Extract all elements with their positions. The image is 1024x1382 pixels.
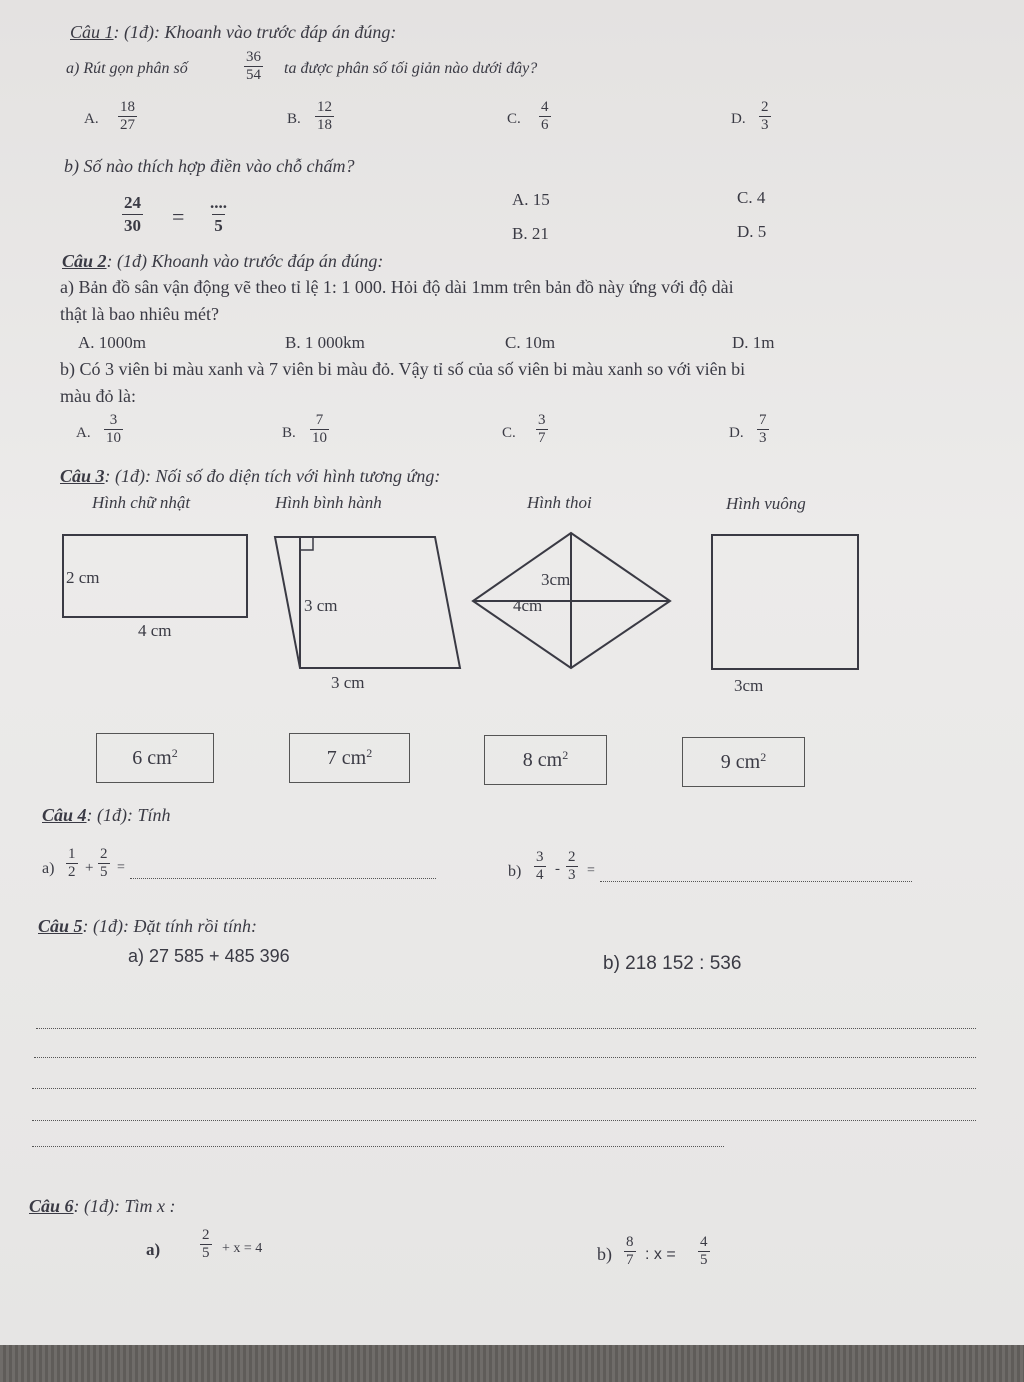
q6b-f1-num: 8 — [626, 1234, 634, 1250]
q1a-option-d-letter: D. — [731, 111, 746, 127]
q4a-f1-num: 1 — [68, 846, 76, 862]
square-side-label: 3cm — [734, 676, 764, 695]
q4a-label: a) — [42, 860, 55, 877]
parallelogram-base-label: 3 cm — [331, 673, 365, 692]
area-exponent: 2 — [562, 747, 569, 762]
q1a-numerator: 36 — [246, 49, 261, 65]
q1a-option-c-den: 6 — [541, 117, 549, 133]
q4b-fraction-1 — [534, 849, 546, 884]
q6-number: Câu 6 — [29, 1196, 74, 1216]
q4-number: Câu 4 — [42, 805, 87, 825]
q4a-equals: = — [117, 860, 125, 875]
q1b-left-den: 30 — [124, 216, 141, 235]
q6b-fraction-2 — [698, 1234, 710, 1269]
q6b-label: b) — [597, 1244, 612, 1264]
q5-number: Câu 5 — [38, 916, 83, 936]
q6a-rest: + x = 4 — [222, 1241, 263, 1256]
q1b-option-b: B. 21 — [512, 224, 549, 243]
q4a-fraction-1 — [66, 846, 78, 881]
area-value-7: 7 cm — [326, 746, 367, 769]
area-exponent: 2 — [171, 745, 178, 760]
q1-instruction: : (1đ): Khoanh vào trước đáp án đúng: — [113, 22, 397, 42]
area-box-6[interactable] — [96, 733, 214, 783]
parallelogram-height-label: 3 cm — [304, 596, 338, 615]
area-box-8[interactable] — [484, 735, 607, 785]
q2b-option-a-den: 10 — [106, 430, 121, 446]
q2b-option-b-den: 10 — [312, 430, 327, 446]
q4b-f1-num: 3 — [536, 849, 544, 865]
q2a-option-b: B. 1 000km — [285, 333, 365, 352]
q1b-option-d: D. 5 — [737, 222, 767, 241]
area-exponent: 2 — [760, 749, 767, 764]
q1a-text-1: a) Rút gọn phân số — [66, 60, 188, 77]
q6a-num: 2 — [202, 1227, 210, 1243]
q2b-option-c-num: 3 — [538, 412, 546, 428]
q1a-option-a-letter: A. — [84, 111, 99, 127]
q6a-label: a) — [146, 1240, 161, 1259]
q4-title — [42, 805, 171, 826]
q1b-option-c: C. 4 — [737, 188, 766, 207]
q4a-f2-den: 5 — [100, 864, 108, 880]
rectangle-width-label: 2 cm — [66, 568, 100, 587]
q1a-option-a-den: 27 — [120, 117, 135, 133]
shape-name-rhombus: Hình thoi — [527, 493, 592, 512]
parallelogram-shape — [275, 537, 460, 668]
q5b-expression: b) 218 152 : 536 — [603, 953, 742, 974]
rectangle-length-label: 4 cm — [138, 621, 172, 640]
q2b-option-c-den: 7 — [538, 430, 546, 446]
q4a-f2-num: 2 — [100, 846, 108, 862]
q4a-answer-line[interactable] — [130, 878, 436, 879]
q2a-line-1: a) Bản đồ sân vận động vẽ theo tỉ lệ 1: 1 000. Hỏi độ dài 1mm trên bản đồ này ứng với độ dài — [60, 277, 734, 297]
q2b-line-1: b) Có 3 viên bi màu xanh và 7 viên bi màu đỏ. Vậy tỉ số của số viên bi màu xanh so với viên bi — [60, 359, 746, 379]
q6b-fraction-1 — [624, 1234, 636, 1269]
q1a-option-d-num: 2 — [761, 99, 769, 115]
q4a-plus: + — [85, 860, 94, 876]
q1a-option-d-den: 3 — [761, 117, 769, 133]
q1a-text-2: ta được phân số tối giản nào dưới đây? — [284, 60, 538, 77]
q2a-option-d: D. 1m — [732, 333, 775, 352]
q2b-line-2: màu đỏ là: — [60, 386, 136, 406]
q1a-option-c-num: 4 — [541, 99, 549, 115]
q6a-fraction — [200, 1227, 212, 1262]
q5-work-line-3[interactable] — [32, 1088, 976, 1089]
q2a-option-a: A. 1000m — [78, 333, 146, 352]
q2-instruction: : (1đ) Khoanh vào trước đáp án đúng: — [106, 251, 384, 271]
q1b-right-den: 5 — [214, 216, 223, 235]
q2b-option-d-den: 3 — [759, 430, 767, 446]
q6a-den: 5 — [202, 1245, 210, 1261]
area-box-9[interactable] — [682, 737, 805, 787]
q4b-answer-line[interactable] — [600, 881, 912, 882]
q4b-minus: - — [555, 861, 560, 877]
q5-work-line-5[interactable] — [32, 1146, 724, 1147]
q6b-f1-den: 7 — [626, 1252, 634, 1268]
q5-work-line-4[interactable] — [32, 1120, 976, 1121]
q4b-label: b) — [508, 863, 522, 880]
q1b-text: b) Số nào thích hợp điền vào chỗ chấm? — [64, 156, 355, 176]
q1b-option-a: A. 15 — [512, 190, 550, 209]
q2b-option-a-letter: A. — [76, 425, 91, 441]
q2b-option-b-letter: B. — [282, 425, 296, 441]
q6b-f2-num: 4 — [700, 1234, 708, 1250]
q2-number: Câu 2 — [62, 251, 107, 271]
q5-work-line-2[interactable] — [34, 1057, 976, 1058]
q3-number: Câu 3 — [60, 466, 105, 486]
q1a-option-b-den: 18 — [317, 117, 332, 133]
q4b-f2-den: 3 — [568, 867, 576, 883]
q5-work-line-1[interactable] — [36, 1028, 976, 1029]
shape-name-rectangle: Hình chữ nhật — [92, 493, 191, 512]
shape-name-parallelogram: Hình bình hành — [275, 493, 382, 512]
q5a-expression: a) 27 585 + 485 396 — [128, 946, 290, 966]
square-shape — [712, 535, 858, 669]
q2a-option-c: C. 10m — [505, 333, 556, 352]
q6b-f2-den: 5 — [700, 1252, 708, 1268]
q1a-option-b-num: 12 — [317, 99, 332, 115]
rhombus-diagonal-label-1: 3cm — [541, 570, 571, 589]
area-value-8: 8 cm — [522, 748, 563, 771]
q1a-option-b-letter: B. — [287, 111, 301, 127]
area-value-9: 9 cm — [720, 750, 761, 773]
q1-number: Câu 1 — [70, 22, 114, 42]
rhombus-diagonal-label-2: 4cm — [513, 596, 543, 615]
q4b-f1-den: 4 — [536, 867, 544, 883]
q1a-denominator: 54 — [246, 67, 261, 83]
q4b-f2-num: 2 — [568, 849, 576, 865]
q1a-option-a-num: 18 — [120, 99, 135, 115]
q2b-option-c-letter: C. — [502, 425, 516, 441]
q3-instruction: : (1đ): Nối số đo diện tích với hình tương ứng: — [104, 466, 441, 486]
q1b-equals: = — [172, 204, 185, 229]
q2b-option-d-num: 7 — [759, 412, 767, 428]
q6-instruction: : (1đ): Tìm x : — [73, 1196, 176, 1216]
q2b-option-d-letter: D. — [729, 425, 744, 441]
area-exponent: 2 — [366, 745, 373, 760]
q4b-equals: = — [587, 863, 595, 878]
q5-title — [38, 916, 257, 937]
q2b-option-a-num: 3 — [109, 412, 118, 428]
q4-instruction: : (1đ): Tính — [86, 805, 171, 825]
q6-title — [29, 1196, 176, 1217]
q1b-right-num: .... — [210, 193, 227, 212]
q5-instruction: : (1đ): Đặt tính rồi tính: — [82, 916, 258, 936]
q1b-left-num: 24 — [124, 193, 141, 212]
q4a-fraction-2 — [98, 846, 110, 881]
q2b-option-b-num: 7 — [315, 412, 324, 428]
area-box-7[interactable] — [289, 733, 410, 783]
background-floor — [0, 1345, 1024, 1382]
right-angle-mark — [300, 537, 313, 550]
q4a-f1-den: 2 — [68, 864, 76, 880]
q4b-fraction-2 — [566, 849, 578, 884]
shape-name-square: Hình vuông — [726, 494, 806, 513]
q1a-option-c-letter: C. — [507, 111, 521, 127]
q6b-middle: : x = — [645, 1246, 676, 1263]
q2a-line-2: thật là bao nhiêu mét? — [60, 304, 219, 324]
area-value-6: 6 cm — [132, 746, 172, 769]
